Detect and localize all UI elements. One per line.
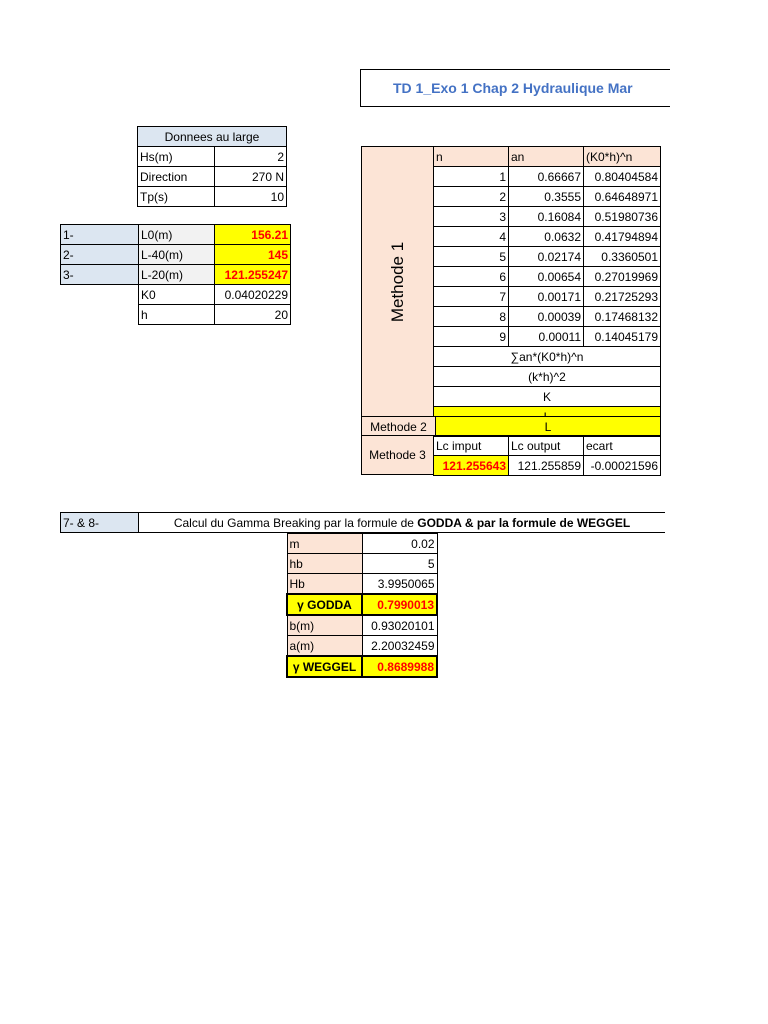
- row-number[interactable]: 3-: [61, 265, 139, 285]
- header-k0h[interactable]: (K0*h)^n: [584, 147, 661, 167]
- table-row: [61, 285, 291, 305]
- table-row: [287, 636, 437, 657]
- header-ecart[interactable]: ecart: [584, 436, 661, 456]
- cell-n[interactable]: 4: [434, 227, 509, 247]
- cell-n[interactable]: 5: [434, 247, 509, 267]
- cell-an[interactable]: 0.02174: [509, 247, 584, 267]
- cell-value[interactable]: 5: [362, 554, 437, 574]
- table-row: [434, 327, 661, 347]
- table-row: [434, 436, 661, 456]
- cell-n[interactable]: 3: [434, 207, 509, 227]
- cell-value[interactable]: 10: [215, 187, 287, 207]
- cell-label[interactable]: Hb: [287, 574, 362, 595]
- table-row: [434, 307, 661, 327]
- table-row: [434, 167, 661, 187]
- cell-label[interactable]: γ GODDA: [287, 594, 362, 615]
- cell-value[interactable]: 0.02: [362, 534, 437, 554]
- methode1-label-cell[interactable]: [361, 146, 434, 417]
- cell-label[interactable]: γ WEGGEL: [287, 656, 362, 677]
- cell-label[interactable]: Tp(s): [138, 187, 215, 207]
- table-row: [434, 456, 661, 476]
- row-number: [61, 285, 139, 305]
- cell-lc-imput[interactable]: 121.255643: [434, 456, 509, 476]
- cell-label[interactable]: Hs(m): [138, 147, 215, 167]
- cell-k0h[interactable]: 0.51980736: [584, 207, 661, 227]
- cell-label[interactable]: m: [287, 534, 362, 554]
- cell-ecart[interactable]: -0.00021596: [584, 456, 661, 476]
- cell-value[interactable]: 0.7990013: [362, 594, 437, 615]
- cell-label[interactable]: L0(m): [139, 225, 215, 245]
- cell-label[interactable]: b(m): [287, 615, 362, 636]
- donnees-large-header: Donnees au large: [138, 127, 287, 147]
- gamma-row-number[interactable]: 7- & 8-: [61, 513, 139, 533]
- row-number[interactable]: 2-: [61, 245, 139, 265]
- methode3-label[interactable]: Methode 3: [361, 435, 434, 475]
- table-row: [138, 187, 287, 207]
- cell-an[interactable]: 0.3555: [509, 187, 584, 207]
- cell-value[interactable]: 270 N: [215, 167, 287, 187]
- cell-label[interactable]: K0: [139, 285, 215, 305]
- table-row: [138, 147, 287, 167]
- sheet-title: TD 1_Exo 1 Chap 2 Hydraulique Mar: [360, 69, 670, 107]
- methode1-header-row: [434, 147, 661, 167]
- table-row: [287, 594, 437, 615]
- cell-label[interactable]: h: [139, 305, 215, 325]
- gamma-table: [286, 533, 438, 678]
- methode2-table: [361, 416, 661, 437]
- cell-label[interactable]: Direction: [138, 167, 215, 187]
- table-row: [61, 305, 291, 325]
- table-row: [362, 417, 661, 437]
- cell-label[interactable]: hb: [287, 554, 362, 574]
- row-number[interactable]: 1-: [61, 225, 139, 245]
- cell-value[interactable]: 3.9950065: [362, 574, 437, 595]
- table-row: [434, 227, 661, 247]
- table-row: [287, 656, 437, 677]
- row-number: [61, 305, 139, 325]
- table-row: [434, 287, 661, 307]
- gamma-title-text: Calcul du Gamma Breaking par la formule de: [173, 515, 418, 530]
- cell-label[interactable]: a(m): [287, 636, 362, 657]
- cell-an[interactable]: 0.00011: [509, 327, 584, 347]
- cell-k0h[interactable]: 0.17468132: [584, 307, 661, 327]
- table-row: [287, 554, 437, 574]
- table-row: [61, 225, 291, 245]
- table-row: [434, 347, 661, 367]
- methode2-label[interactable]: Methode 2: [362, 417, 436, 437]
- header-lc-imput[interactable]: Lc imput: [434, 436, 509, 456]
- table-row: [434, 187, 661, 207]
- cell-n[interactable]: 7: [434, 287, 509, 307]
- cell-label[interactable]: L-20(m): [139, 265, 215, 285]
- cell-k0h[interactable]: 0.3360501: [584, 247, 661, 267]
- cell-k0h[interactable]: 0.21725293: [584, 287, 661, 307]
- results-table: [60, 224, 291, 325]
- header-lc-output[interactable]: Lc output: [509, 436, 584, 456]
- cell-an[interactable]: 0.66667: [509, 167, 584, 187]
- table-row: [61, 245, 291, 265]
- cell-value[interactable]: 20: [215, 305, 291, 325]
- cell-an[interactable]: 0.0632: [509, 227, 584, 247]
- sum-formula-cell[interactable]: ∑an*(K0*h)^n: [434, 347, 661, 367]
- cell-n[interactable]: 1: [434, 167, 509, 187]
- cell-n[interactable]: 8: [434, 307, 509, 327]
- cell-value[interactable]: 121.255247: [215, 265, 291, 285]
- cell-value[interactable]: 2: [215, 147, 287, 167]
- table-row: [434, 247, 661, 267]
- cell-value[interactable]: 156.21: [215, 225, 291, 245]
- kh-squared-cell[interactable]: (k*h)^2: [434, 367, 661, 387]
- table-row: [434, 207, 661, 227]
- table-row: [287, 534, 437, 554]
- table-row: [434, 367, 661, 387]
- gamma-title-bold: GODDA & par la formule de WEGGEL: [417, 515, 631, 530]
- cell-n[interactable]: 2: [434, 187, 509, 207]
- cell-label[interactable]: L-40(m): [139, 245, 215, 265]
- cell-value[interactable]: 145: [215, 245, 291, 265]
- methode1-label: Methode 1: [388, 241, 407, 323]
- cell-an[interactable]: 0.00654: [509, 267, 584, 287]
- cell-value[interactable]: 2.20032459: [362, 636, 437, 657]
- methode1-table: [433, 146, 661, 427]
- cell-value[interactable]: 0.8689988: [362, 656, 437, 677]
- cell-lc-output[interactable]: 121.255859: [509, 456, 584, 476]
- gamma-header-table: [60, 512, 665, 533]
- cell-value[interactable]: 0.04020229: [215, 285, 291, 305]
- header-n[interactable]: n: [434, 147, 509, 167]
- cell-k0h[interactable]: 0.80404584: [584, 167, 661, 187]
- cell-k0h[interactable]: 0.41794894: [584, 227, 661, 247]
- cell-an[interactable]: 0.00039: [509, 307, 584, 327]
- table-row: [287, 574, 437, 595]
- table-row: [287, 615, 437, 636]
- k-cell[interactable]: K: [434, 387, 661, 407]
- methode3-table: [433, 435, 661, 476]
- table-row: [61, 513, 666, 533]
- cell-k0h[interactable]: 0.64648971: [584, 187, 661, 207]
- cell-value[interactable]: 0.93020101: [362, 615, 437, 636]
- methode2-l-cell[interactable]: L: [436, 417, 661, 437]
- cell-an[interactable]: 0.16084: [509, 207, 584, 227]
- table-row: [434, 267, 661, 287]
- table-row: [434, 387, 661, 407]
- cell-n[interactable]: 6: [434, 267, 509, 287]
- donnees-large-table: [137, 126, 287, 207]
- table-row: [138, 167, 287, 187]
- table-row: [61, 265, 291, 285]
- gamma-title[interactable]: [139, 513, 666, 533]
- cell-n[interactable]: 9: [434, 327, 509, 347]
- cell-an[interactable]: 0.00171: [509, 287, 584, 307]
- cell-k0h[interactable]: 0.27019969: [584, 267, 661, 287]
- cell-k0h[interactable]: 0.14045179: [584, 327, 661, 347]
- header-an[interactable]: an: [509, 147, 584, 167]
